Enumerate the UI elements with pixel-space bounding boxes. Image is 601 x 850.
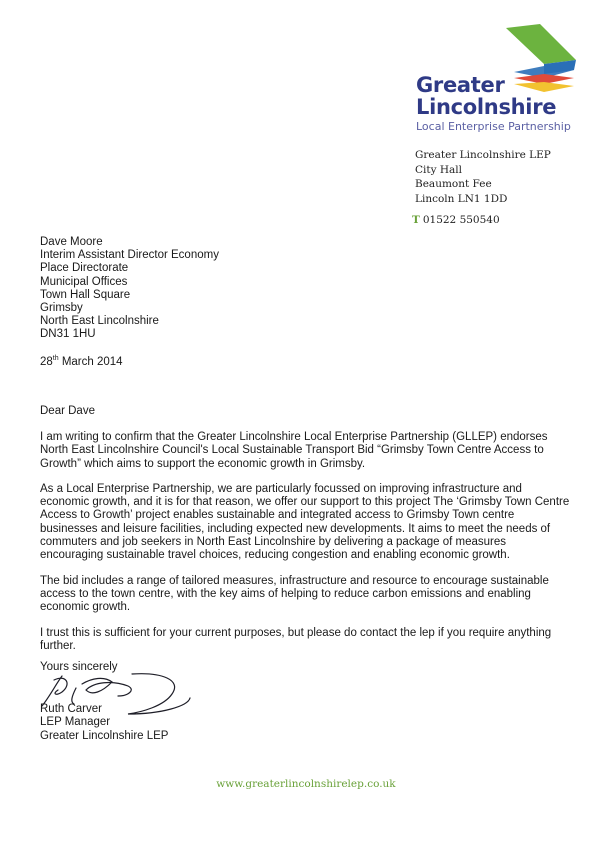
signer-org: Greater Lincolnshire LEP <box>40 729 169 742</box>
logo-wordmark <box>416 74 586 134</box>
recipient-name: Dave Moore <box>40 236 103 248</box>
body-paragraph: The bid includes a range of tailored measures, infrastructure and resource to encourage sustainable access to the town centre, with the key aims of helping to reduce carbon emissions and enabling economic growth. <box>40 574 549 614</box>
signer-role: LEP Manager <box>40 716 111 729</box>
sender-line: Greater Lincolnshire LEP <box>415 149 551 161</box>
closing: Yours sincerely <box>40 661 118 673</box>
signer-block <box>40 703 168 743</box>
phone-number: 01522 550540 <box>422 214 500 226</box>
logo-line-greater: Greater <box>416 73 505 97</box>
recipient-line: Place Directorate <box>40 262 129 275</box>
recipient-line: Grimsby <box>40 302 83 315</box>
phone-prefix: T <box>412 214 420 226</box>
recipient-title: Interim Assistant Director Economy <box>40 249 219 262</box>
sender-line: Beaumont Fee <box>415 178 492 190</box>
sender-line: Lincoln LN1 1DD <box>415 192 508 205</box>
recipient-line: North East Lincolnshire <box>40 315 159 328</box>
salutation: Dear Dave <box>40 405 95 417</box>
sender-line: City Hall <box>415 163 463 176</box>
date-rest: March 2014 <box>58 355 123 368</box>
body-paragraph: I trust this is sufficient for your current purposes, but please do contact the lep if you require anything further. <box>40 626 552 652</box>
logo-line-lincolnshire: Lincolnshire <box>416 95 557 119</box>
sender-phone <box>412 214 500 226</box>
date-day: 28 <box>40 355 53 368</box>
recipient-postcode: DN31 1HU <box>40 328 96 341</box>
body-paragraph: As a Local Enterprise Partnership, we are particularly focussed on improving infrastructure and economic growth, and it is for that reason, we offer our support to this project The ‘Grimsby Town Centre Access to Growth’ project enables sustainable and integrated access to Grimsby Town centre businesses and leisure facilities, including expected new developments. It aims to meet the needs of commuters and job seekers in North East Lincolnshire by delivering a package of measures encouraging sustainable travel choices, reducing congestion and enabling economic growth. <box>40 482 570 562</box>
recipient-address <box>40 236 219 342</box>
recipient-line: Municipal Offices <box>40 275 128 288</box>
sender-address <box>415 148 551 206</box>
body-paragraph: I am writing to confirm that the Greater Lincolnshire Local Enterprise Partnership (GLLEP) endorses North East Lincolnshire Council's Local Sustainable Transport Bid “Grimsby Town Centre Access to Growth” which aims to support the economic growth in Grimsby. <box>40 431 548 470</box>
logo-tagline: Local Enterprise Partnership <box>416 120 571 133</box>
recipient-line: Town Hall Square <box>40 288 131 301</box>
footer-website: www.greaterlincolnshirelep.co.uk <box>216 778 396 790</box>
date-suffix: th <box>52 355 59 362</box>
signer-name: Ruth Carver <box>40 703 102 715</box>
letter-date <box>40 355 123 368</box>
letter-body <box>40 431 570 665</box>
